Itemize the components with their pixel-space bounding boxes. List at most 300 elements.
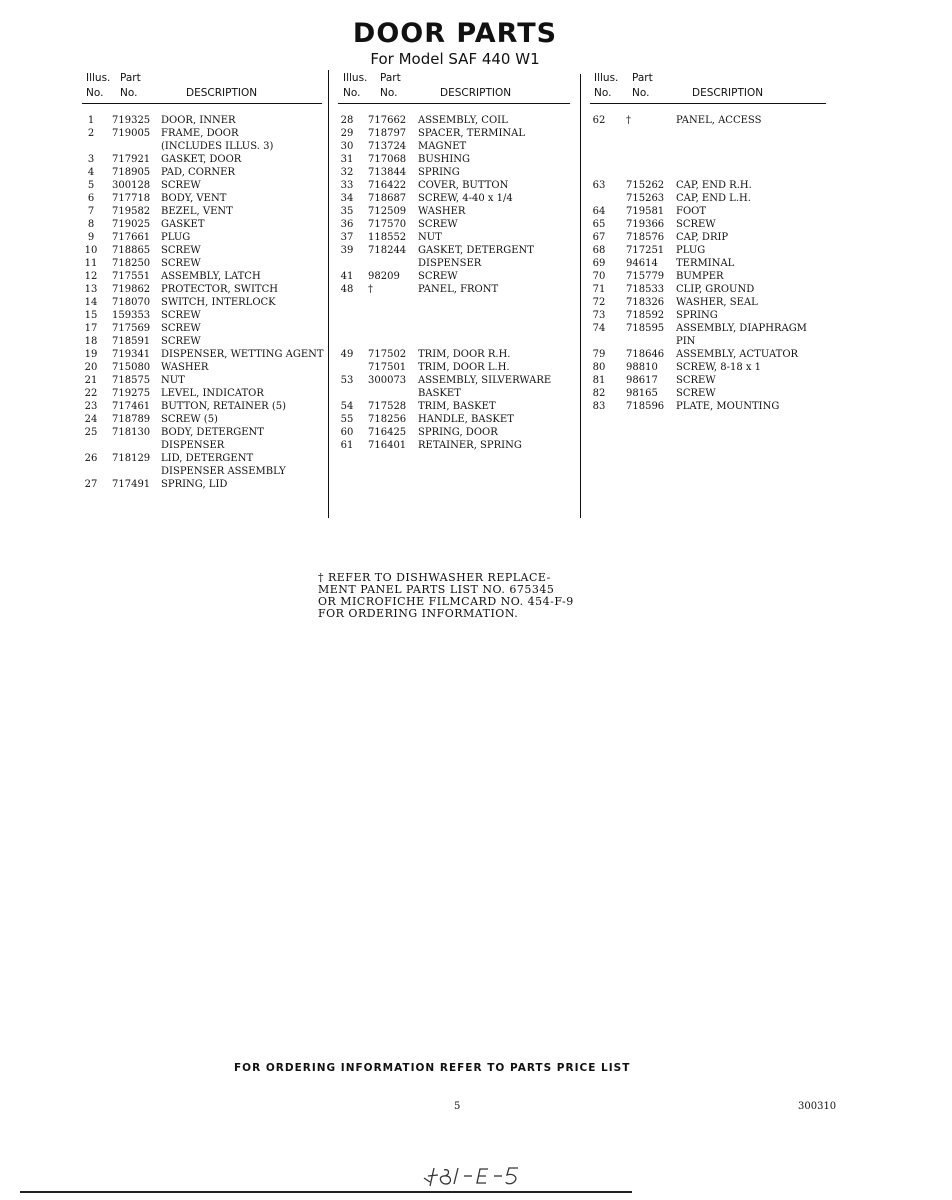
part-description: BUTTON, RETAINER (5) (161, 401, 287, 412)
table-row (82, 374, 322, 387)
part-number: 718687 (368, 193, 407, 204)
part-number: 717251 (626, 245, 665, 256)
table-row (590, 244, 826, 257)
part-number: 718244 (368, 245, 407, 256)
illus-number: 30 (340, 141, 354, 152)
illus-number: 39 (340, 245, 354, 256)
table-row (82, 166, 322, 179)
table-row (590, 348, 826, 361)
part-description: WASHER, SEAL (676, 297, 758, 308)
illus-number: 79 (592, 349, 606, 360)
ordering-note (318, 572, 574, 620)
header-description: DESCRIPTION (440, 87, 512, 99)
part-number: 715080 (112, 362, 151, 373)
header-illus: Illus. (343, 72, 368, 84)
illus-number: 19 (84, 349, 98, 360)
part-number: 717661 (112, 232, 151, 243)
part-number: 717501 (368, 362, 407, 373)
part-description: PROTECTOR, SWITCH (161, 284, 278, 295)
part-description: TRIM, BASKET (418, 401, 496, 412)
part-description: GASKET, DETERGENT (418, 245, 534, 256)
part-description: SCREW (676, 219, 716, 230)
table-row (338, 192, 570, 205)
table-row (338, 179, 570, 192)
parts-list (82, 114, 322, 491)
part-description: PANEL, ACCESS (676, 115, 762, 126)
illus-number: 28 (340, 115, 354, 126)
column-header-bottom (82, 87, 322, 104)
table-row (82, 426, 322, 439)
table-row (590, 387, 826, 400)
table-row (590, 231, 826, 244)
table-row (82, 361, 322, 374)
part-description: FRAME, DOOR (161, 128, 239, 139)
part-description: DISPENSER, WETTING AGENT (161, 349, 324, 360)
part-description: DISPENSER ASSEMBLY (161, 466, 286, 477)
part-description: LEVEL, INDICATOR (161, 388, 264, 399)
illus-number: 20 (84, 362, 98, 373)
illus-number: 65 (592, 219, 606, 230)
part-number: 716425 (368, 427, 407, 438)
part-description: MAGNET (418, 141, 467, 152)
part-number: † (368, 284, 373, 295)
illus-number: 54 (340, 401, 354, 412)
header-part: Part (380, 72, 401, 84)
illus-number: 71 (592, 284, 606, 295)
parts-list (590, 114, 826, 413)
header-part-no: No. (120, 87, 138, 99)
page-title: DOOR PARTS (352, 18, 558, 49)
column-header-top (82, 72, 322, 87)
part-description: NUT (161, 375, 185, 386)
part-description: SPRING (418, 167, 460, 178)
illus-number: 6 (87, 193, 95, 204)
part-number: 713724 (368, 141, 407, 152)
part-description: SPACER, TERMINAL (418, 128, 526, 139)
parts-list (338, 114, 570, 452)
illus-number: 83 (592, 401, 606, 412)
part-description: GASKET (161, 219, 205, 230)
illus-number: 11 (84, 258, 98, 269)
illus-number: 18 (84, 336, 98, 347)
illus-number: 23 (84, 401, 98, 412)
part-number: 300128 (112, 180, 151, 191)
table-row (338, 413, 570, 426)
table-row (82, 244, 322, 257)
part-description: DISPENSER (161, 440, 225, 451)
part-description: BODY, DETERGENT (161, 427, 264, 438)
illus-number: 14 (84, 297, 98, 308)
part-description: COVER, BUTTON (418, 180, 509, 191)
column-divider (580, 74, 581, 518)
table-row (338, 153, 570, 166)
illus-number: 1 (87, 115, 95, 126)
part-number: 712509 (368, 206, 407, 217)
illus-number: 41 (340, 271, 354, 282)
table-row (590, 361, 826, 374)
table-row (82, 140, 322, 153)
column-divider (328, 70, 329, 518)
table-row (338, 140, 570, 153)
part-number: 718905 (112, 167, 151, 178)
illus-number: 70 (592, 271, 606, 282)
part-number: 98209 (368, 271, 400, 282)
part-number: 719025 (112, 219, 151, 230)
part-number: 715262 (626, 180, 665, 191)
table-row (338, 400, 570, 413)
table-row (590, 335, 826, 348)
header-no: No. (86, 87, 104, 99)
page-subtitle: For Model SAF 440 W1 (370, 50, 540, 68)
table-row (590, 400, 826, 413)
part-description: SCREW (418, 219, 458, 230)
illus-number: 33 (340, 180, 354, 191)
part-number: 715779 (626, 271, 665, 282)
header-part: Part (632, 72, 653, 84)
part-number: 715263 (626, 193, 665, 204)
illus-number: 36 (340, 219, 354, 230)
part-number: 717921 (112, 154, 151, 165)
part-description: BODY, VENT (161, 193, 227, 204)
illus-number: 72 (592, 297, 606, 308)
table-row (338, 218, 570, 231)
table-row (82, 179, 322, 192)
footer-text: FOR ORDERING INFORMATION REFER TO PARTS PRICE LIST (234, 1062, 631, 1074)
table-row (590, 179, 826, 192)
header-no: No. (594, 87, 612, 99)
part-description: WASHER (161, 362, 209, 373)
illus-number: 9 (87, 232, 95, 243)
part-description: LID, DETERGENT (161, 453, 254, 464)
part-description: ASSEMBLY, ACTUATOR (676, 349, 799, 360)
part-number: 717662 (368, 115, 407, 126)
part-number: 719325 (112, 115, 151, 126)
illus-number: 26 (84, 453, 98, 464)
illus-number: 61 (340, 440, 354, 451)
header-part: Part (120, 72, 141, 84)
table-row (82, 413, 322, 426)
part-description: SCREW, 8-18 x 1 (676, 362, 762, 373)
part-number: 718129 (112, 453, 151, 464)
part-description: SCREW (161, 258, 201, 269)
part-description: ASSEMBLY, LATCH (161, 271, 261, 282)
header-no: No. (343, 87, 361, 99)
illus-number: 82 (592, 388, 606, 399)
part-number: 713844 (368, 167, 407, 178)
table-row (590, 257, 826, 270)
illus-number: 69 (592, 258, 606, 269)
bottom-rule (20, 1191, 632, 1193)
part-description: SCREW (161, 336, 201, 347)
header-part-no: No. (632, 87, 650, 99)
part-description: CAP, DRIP (676, 232, 729, 243)
table-row (82, 439, 322, 452)
part-number: 719366 (626, 219, 665, 230)
part-number: 719005 (112, 128, 151, 139)
table-row (590, 205, 826, 218)
part-description: BASKET (418, 388, 461, 399)
header-part-no: No. (380, 87, 398, 99)
table-row (590, 153, 826, 166)
part-description: SCREW (161, 310, 201, 321)
table-row (338, 439, 570, 452)
illus-number: 2 (87, 128, 95, 139)
handwritten-note (420, 1160, 530, 1190)
table-row (82, 127, 322, 140)
part-description: TRIM, DOOR R.H. (418, 349, 511, 360)
part-description: PLUG (161, 232, 191, 243)
table-row (338, 231, 570, 244)
part-number: 94614 (626, 258, 658, 269)
part-number: 719275 (112, 388, 151, 399)
part-description: SCREW (161, 323, 201, 334)
part-description: SCREW (5) (161, 414, 218, 425)
part-description: SWITCH, INTERLOCK (161, 297, 276, 308)
document-number: 300310 (798, 1101, 837, 1112)
illus-number: 53 (340, 375, 354, 386)
table-row (82, 335, 322, 348)
part-number: 717502 (368, 349, 407, 360)
part-number: 717570 (368, 219, 407, 230)
part-number: 717491 (112, 479, 151, 490)
part-description: HANDLE, BASKET (418, 414, 514, 425)
table-row (82, 478, 322, 491)
part-number: 118552 (368, 232, 407, 243)
table-row (338, 270, 570, 283)
part-description: BUMPER (676, 271, 724, 282)
table-row (82, 257, 322, 270)
table-row (82, 153, 322, 166)
part-number: 718575 (112, 375, 151, 386)
table-row (338, 335, 570, 348)
table-row (82, 465, 322, 478)
table-row (82, 205, 322, 218)
part-description: BUSHING (418, 154, 471, 165)
table-row (338, 283, 570, 296)
table-row (82, 231, 322, 244)
part-number: 718646 (626, 349, 665, 360)
part-number: 719341 (112, 349, 151, 360)
part-number: 718596 (626, 401, 665, 412)
illus-number: 49 (340, 349, 354, 360)
part-description: SPRING, LID (161, 479, 228, 490)
table-row (590, 218, 826, 231)
table-row (590, 322, 826, 335)
illus-number: 21 (84, 375, 98, 386)
part-description: SPRING (676, 310, 718, 321)
illus-number: 67 (592, 232, 606, 243)
table-row (338, 374, 570, 387)
illus-number: 35 (340, 206, 354, 217)
part-description: PLUG (676, 245, 706, 256)
illus-number: 37 (340, 232, 354, 243)
part-description: FOOT (676, 206, 707, 217)
table-row (338, 309, 570, 322)
illus-number: 27 (84, 479, 98, 490)
table-row (338, 296, 570, 309)
parts-column-1 (82, 72, 322, 491)
header-description: DESCRIPTION (692, 87, 764, 99)
part-description: WASHER (418, 206, 466, 217)
illus-number: 31 (340, 154, 354, 165)
table-row (590, 270, 826, 283)
column-header-top (338, 72, 570, 87)
illus-number: 15 (84, 310, 98, 321)
table-row (338, 166, 570, 179)
table-row (82, 192, 322, 205)
table-row (338, 257, 570, 270)
part-description: CAP, END R.H. (676, 180, 752, 191)
part-description: BEZEL, VENT (161, 206, 233, 217)
illus-number: 5 (87, 180, 95, 191)
table-row (82, 452, 322, 465)
illus-number: 22 (84, 388, 98, 399)
table-row (590, 192, 826, 205)
table-row (338, 127, 570, 140)
table-row (338, 361, 570, 374)
part-description: NUT (418, 232, 442, 243)
table-row (590, 309, 826, 322)
part-number: 717551 (112, 271, 151, 282)
table-row (590, 140, 826, 153)
illus-number: 81 (592, 375, 606, 386)
illus-number: 25 (84, 427, 98, 438)
table-row (82, 322, 322, 335)
header-illus: Illus. (594, 72, 619, 84)
part-description: PAD, CORNER (161, 167, 236, 178)
part-description: ASSEMBLY, DIAPHRAGM (676, 323, 807, 334)
part-description: SCREW, 4-40 x 1/4 (418, 193, 513, 204)
part-description: PANEL, FRONT (418, 284, 499, 295)
part-number: 717528 (368, 401, 407, 412)
illus-number: 34 (340, 193, 354, 204)
part-number: 300073 (368, 375, 407, 386)
note-line: † REFER TO DISHWASHER REPLACE- (318, 571, 551, 584)
part-number: 718789 (112, 414, 151, 425)
part-description: DOOR, INNER (161, 115, 236, 126)
table-row (338, 348, 570, 361)
part-number: 719582 (112, 206, 151, 217)
illus-number: 17 (84, 323, 98, 334)
table-row (82, 348, 322, 361)
table-row (338, 426, 570, 439)
part-description: DISPENSER (418, 258, 482, 269)
table-row (338, 244, 570, 257)
illus-number: 29 (340, 128, 354, 139)
column-header-top (590, 72, 826, 87)
part-number: 159353 (112, 310, 151, 321)
part-description: RETAINER, SPRING (418, 440, 522, 451)
page-number: 5 (454, 1101, 461, 1112)
table-row (338, 205, 570, 218)
part-description: SCREW (161, 245, 201, 256)
part-number: 718797 (368, 128, 407, 139)
note-line: FOR ORDERING INFORMATION. (318, 607, 519, 620)
part-description: PIN (676, 336, 696, 347)
part-number: 717461 (112, 401, 151, 412)
part-number: 718592 (626, 310, 665, 321)
header-description: DESCRIPTION (186, 87, 258, 99)
parts-column-3 (590, 72, 826, 413)
part-number: 718326 (626, 297, 665, 308)
illus-number: 4 (87, 167, 95, 178)
parts-column-2 (338, 72, 570, 452)
part-number: 716401 (368, 440, 407, 451)
column-header-bottom (590, 87, 826, 104)
part-number: 716422 (368, 180, 407, 191)
illus-number: 12 (84, 271, 98, 282)
column-header-bottom (338, 87, 570, 104)
illus-number: 63 (592, 180, 606, 191)
illus-number: 32 (340, 167, 354, 178)
part-number: 719581 (626, 206, 665, 217)
part-number: 718595 (626, 323, 665, 334)
table-row (82, 387, 322, 400)
illus-number: 8 (87, 219, 95, 230)
part-description: GASKET, DOOR (161, 154, 242, 165)
table-row (338, 114, 570, 127)
part-description: SCREW (676, 375, 716, 386)
illus-number: 60 (340, 427, 354, 438)
table-row (338, 322, 570, 335)
part-description: ASSEMBLY, COIL (418, 115, 508, 126)
table-row (82, 270, 322, 283)
part-description: CAP, END L.H. (676, 193, 751, 204)
illus-number: 55 (340, 414, 354, 425)
part-number: 718591 (112, 336, 151, 347)
illus-number: 48 (340, 284, 354, 295)
illus-number: 3 (87, 154, 95, 165)
table-row (338, 387, 570, 400)
illus-number: 68 (592, 245, 606, 256)
part-number: 718250 (112, 258, 151, 269)
table-row (82, 283, 322, 296)
illus-number: 13 (84, 284, 98, 295)
table-row (590, 374, 826, 387)
part-description: TERMINAL (676, 258, 735, 269)
part-number: 717569 (112, 323, 151, 334)
part-number: 98165 (626, 388, 658, 399)
table-row (590, 296, 826, 309)
part-description: CLIP, GROUND (676, 284, 755, 295)
illus-number: 62 (592, 115, 606, 126)
table-row (82, 400, 322, 413)
table-row (82, 296, 322, 309)
part-number: 718533 (626, 284, 665, 295)
illus-number: 80 (592, 362, 606, 373)
header-illus: Illus. (86, 72, 111, 84)
table-row (82, 114, 322, 127)
part-description: TRIM, DOOR L.H. (418, 362, 510, 373)
part-number: 718070 (112, 297, 151, 308)
part-number: 719862 (112, 284, 151, 295)
table-row (82, 218, 322, 231)
part-description: ASSEMBLY, SILVERWARE (418, 375, 552, 386)
part-number: 98810 (626, 362, 658, 373)
part-number: 717068 (368, 154, 407, 165)
table-row (590, 283, 826, 296)
illus-number: 64 (592, 206, 606, 217)
note-line: MENT PANEL PARTS LIST NO. 675345 (318, 583, 555, 596)
part-number: 718576 (626, 232, 665, 243)
part-description: SCREW (418, 271, 458, 282)
part-description: SPRING, DOOR (418, 427, 498, 438)
part-description: (INCLUDES ILLUS. 3) (161, 141, 274, 152)
table-row (82, 309, 322, 322)
part-description: PLATE, MOUNTING (676, 401, 780, 412)
illus-number: 74 (592, 323, 606, 334)
part-number: 98617 (626, 375, 658, 386)
